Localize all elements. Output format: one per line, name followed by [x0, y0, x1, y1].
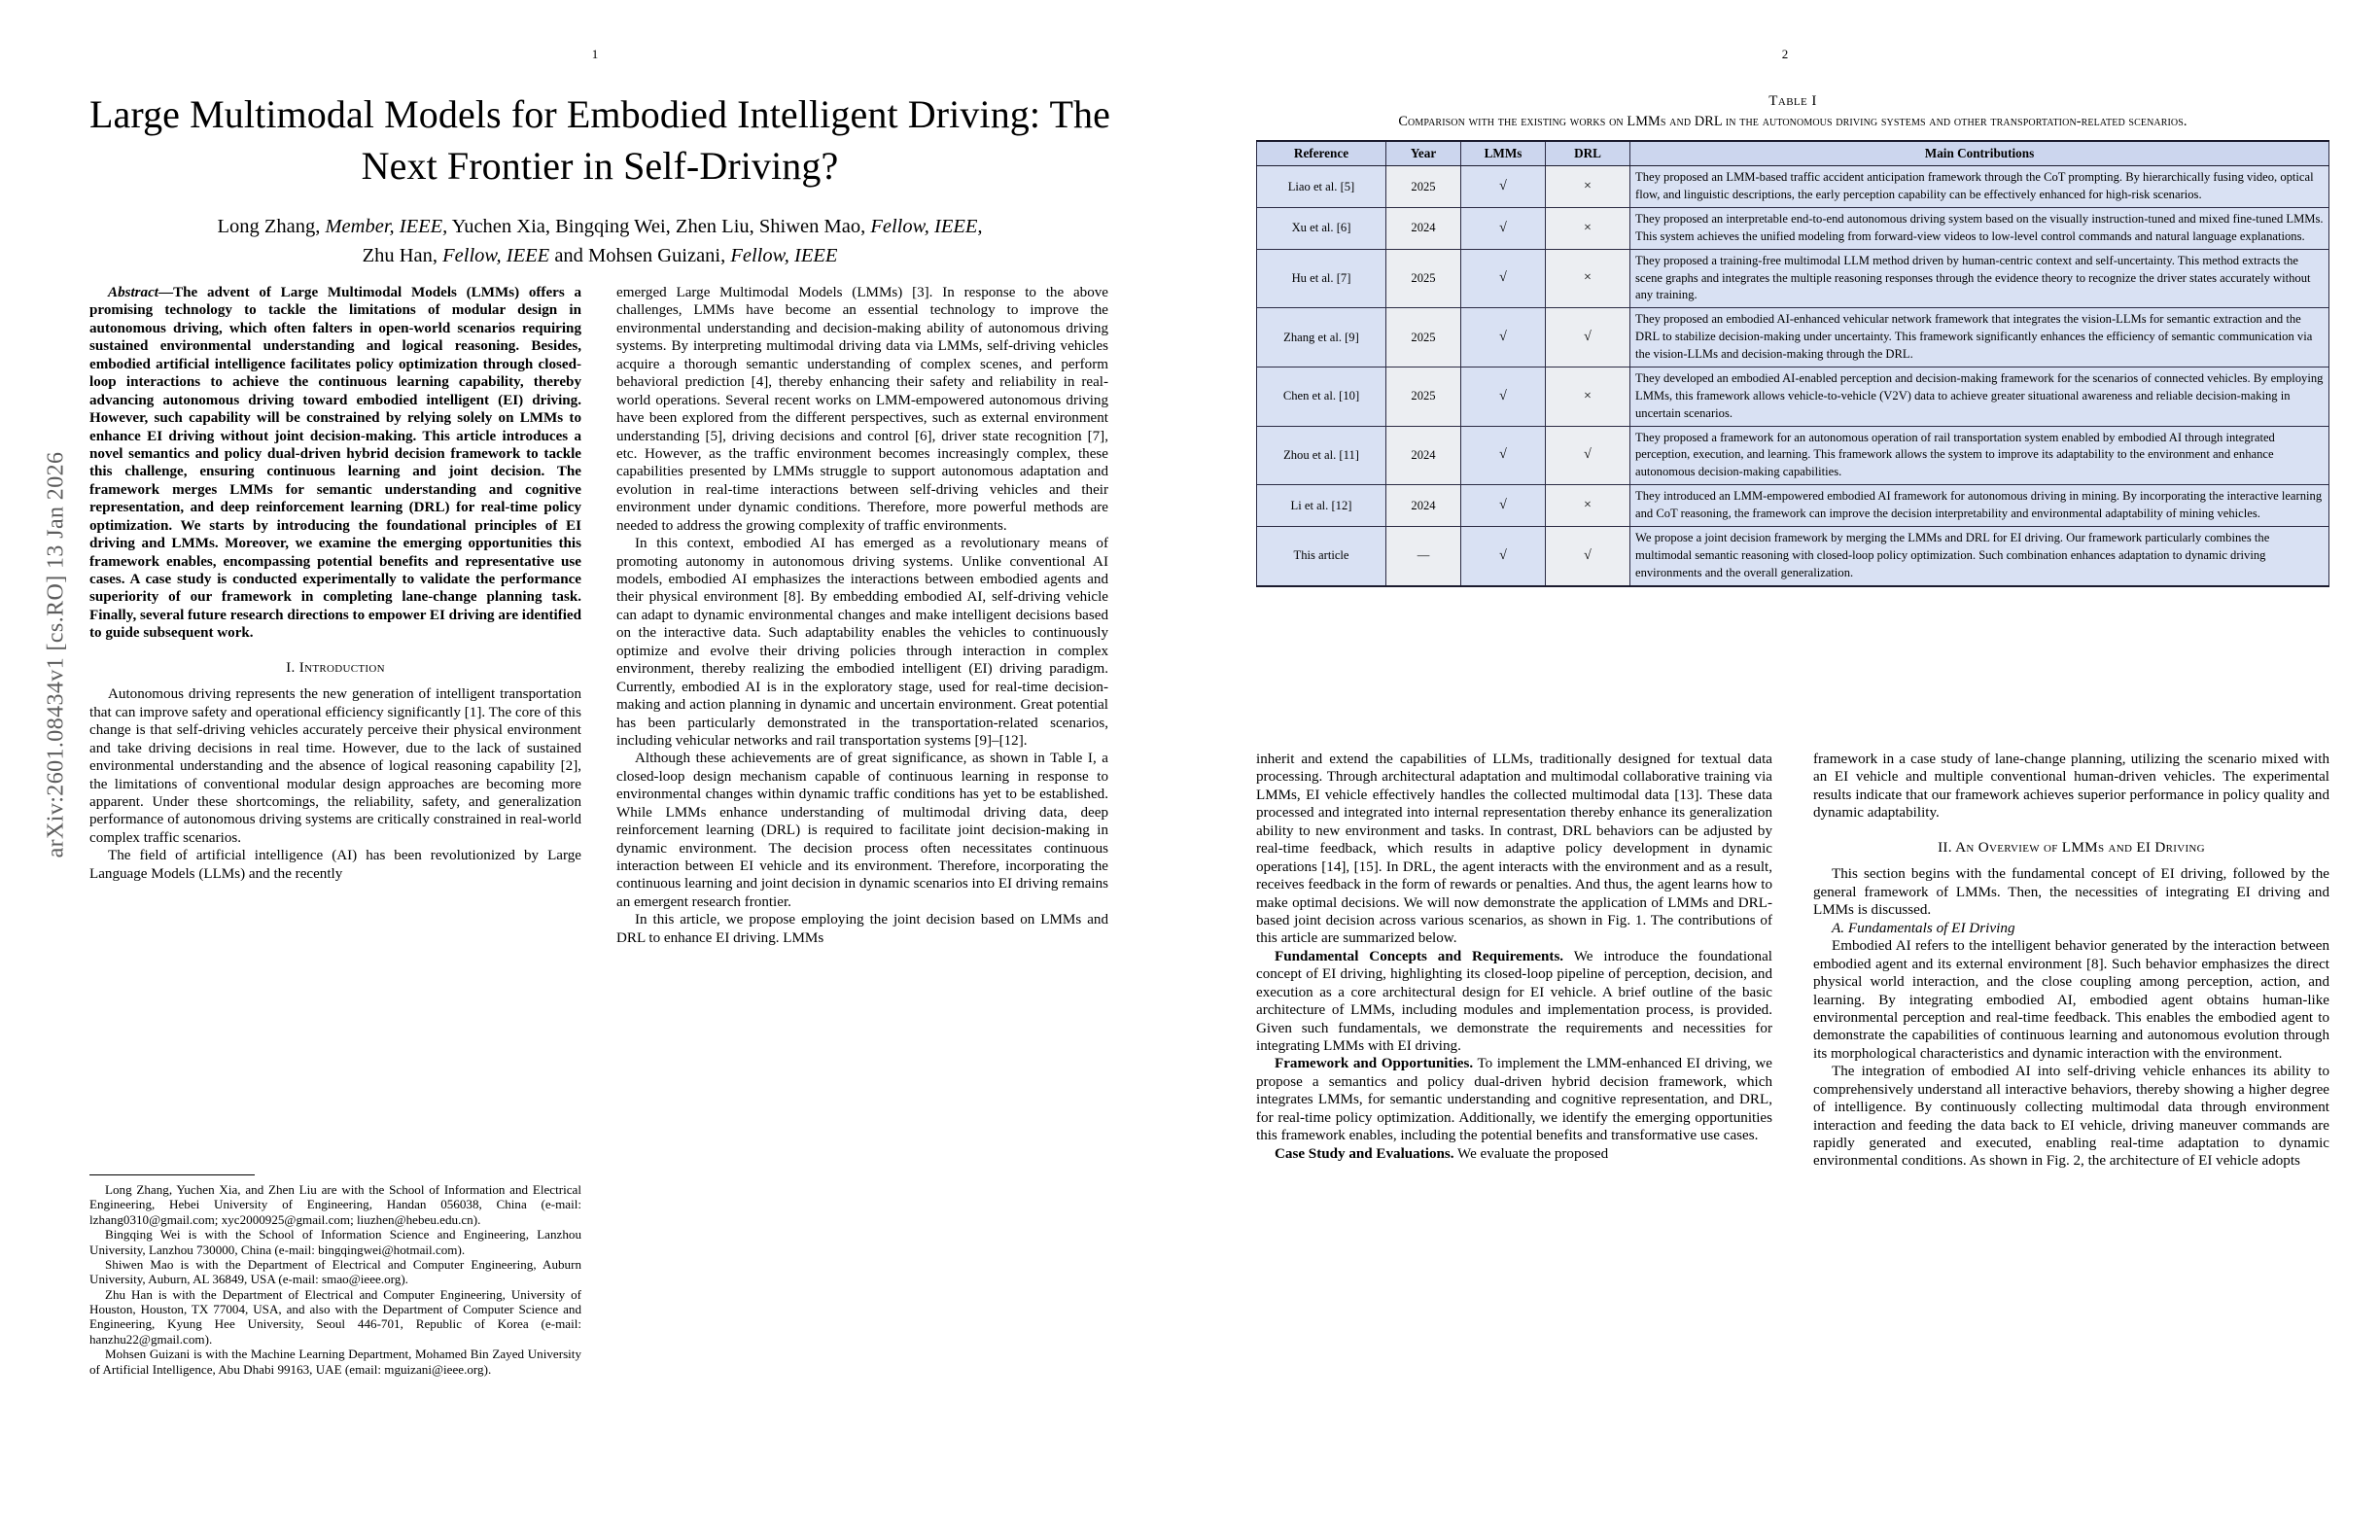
- table-row: [1257, 367, 2329, 426]
- section-heading-overview: II. An Overview of LMMs and EI Driving: [1938, 838, 2205, 856]
- contribution-heading-1: Fundamental Concepts and Requirements.: [1275, 948, 1564, 964]
- footnote-item: Long Zhang, Yuchen Xia, and Zhen Liu are with the School of Information and Electrical Engineering, Hebei University of Engineering, Handan 056038, China (e-mail: lzhang0310@gmail.com; xyc2000925@gmail.com; liuzhen@hebeu.edu.cn).: [89, 1182, 581, 1227]
- cell-reference: Zhou et al. [11]: [1257, 426, 1386, 485]
- table-row: [1257, 207, 2329, 249]
- table-number: Table I: [1768, 93, 1817, 109]
- p2-col2-paragraph-3: Embodied AI refers to the intelligent behavior generated by the interaction between embodied agent and its external environment [8]. Such behavior emphasizes the direct physical world interaction, and the close coupling among perception, action, and learning. By integrating embodied AI, embodied agent obtains human-like environmental perception and real-time feedback. This enables the embodied agent to demonstrate the capabilities of continuous learning and autonomous evolution through its morphological characteristics and dynamic interaction with the environment.: [1813, 938, 2329, 1062]
- p2-col2-paragraph-1: framework in a case study of lane-change planning, utilizing the scenario mixed with an EI vehicle and multiple conventional human-driven vehicles. The experimental results indicate that our framework achieves superior performance in policy quality and dynamic adaptability.: [1813, 752, 2329, 822]
- cell-contribution: They developed an embodied AI-enabled perception and decision-making framework for the scenarios of connected vehicles. By employing LMMs, this framework allows vehicle-to-vehicle (V2V) data to achieve greater situational awareness and reliable decision-making in uncertain scenarios.: [1630, 367, 2329, 426]
- col2-paragraph-1: emerged Large Multimodal Models (LMMs) [3]. In response to the above challenges, LMMs have become an essential technology to improve the environmental understanding and decision-making ability of autonomous driving systems. By interpreting multimodal driving data via LMMs, self-driving vehicles acquire a thorough semantic understanding of complex scenes, and perform behavioral prediction [4], thereby enhancing their safety and reliability in real-world operations. Several recent works on LMM-empowered autonomous driving have been explored from the different perspectives, such as external environment understanding [5], driving decisions and control [6], driver state recognition [7], etc. However, as the traffic environment becomes increasingly complex, these capabilities presented by LMMs struggle to support autonomous adaptation and evolution in real-time interactions between self-driving vehicles and their environment under dynamic conditions. Therefore, more powerful methods are needed to address the growing complexity of traffic environments.: [616, 285, 1108, 534]
- section-heading-introduction: I. Introduction: [286, 658, 385, 676]
- author-names-d: and Mohsen Guizani,: [549, 245, 731, 267]
- page1-columns: [89, 284, 1108, 947]
- author-grade-c: Fellow, IEEE: [442, 245, 550, 267]
- page-2: [1190, 0, 2380, 1540]
- col2-paragraph-2: In this context, embodied AI has emerged as a revolutionary means of promoting autonomy in autonomous driving systems. Unlike conventional AI models, embodied AI emphasizes the interactions between embodied agents and their physical environment [8]. By embedding embodied AI, self-driving vehicle can adapt to dynamic environmental changes and make intelligent decisions based on the interactive data. Such adaptability enables the vehicles to continuously optimize and evolve their driving policies through interaction in complex environment, thereby realizing the embodied intelligent (EI) driving paradigm. Currently, embodied AI is in the exploratory stage, used for real-time decision-making and action planning in dynamic and uncertain environment. Great potential has been particularly demonstrated in the transportation-related scenarios, including vehicular networks and rail transportation systems [9]–[12].: [616, 536, 1108, 749]
- cell-year: 2025: [1386, 166, 1461, 208]
- cell-reference: Liao et al. [5]: [1257, 166, 1386, 208]
- cell-reference: Hu et al. [7]: [1257, 249, 1386, 308]
- subsection-heading-a: A. Fundamentals of EI Driving: [1832, 919, 2015, 936]
- author-line-2: [89, 241, 1110, 271]
- arxiv-stamp: arXiv:2601.08434v1 [cs.RO] 13 Jan 2026: [43, 451, 69, 858]
- cell-reference: Chen et al. [10]: [1257, 367, 1386, 426]
- cell-contribution: They proposed an LMM-based traffic accident anticipation framework through the CoT prompting. By hierarchically fusing video, optical flow, and linguistic descriptions, the early perception capability can be effectively enhanced for high-risk scenarios.: [1630, 166, 2329, 208]
- cell-lmms: √: [1461, 426, 1546, 485]
- contribution-heading-3: Case Study and Evaluations.: [1275, 1145, 1454, 1162]
- col2-paragraph-3: Although these achievements are of great significance, as shown in Table I, a closed-loop design mechanism capable of continuous learning in response to environmental changes within dynamic traffic conditions has yet to be established. While LMMs enhance understanding of multimodal driving data, deep reinforcement learning (DRL) is required to facilitate joint decision-making in dynamic environment. The decision process often necessitates continuous interaction between EI vehicle and its environment. Therefore, incorporating the continuous learning and joint decision in dynamic scenarios into EI driving remains an emergent research frontier.: [616, 751, 1108, 910]
- intro-paragraph-2: The field of artificial intelligence (AI) has been revolutionized by Large Language Models (LLMs) and the recently: [89, 848, 581, 882]
- abstract-dash: —: [158, 285, 174, 300]
- page1-column-right: [616, 284, 1108, 947]
- p2-col1-contribution-1: [1256, 948, 1772, 1056]
- p2-col1-paragraph-1: inherit and extend the capabilities of LLMs, traditionally designed for textual data processing. Through architectural adaptation and multimodal collaborative training via LMMs, EI vehicle effectively handles the collected multimodal data [13]. These data processed and integrated into internal representation thereby enhance its generalization ability to new environment and tasks. In contrast, DRL behaviors can be adjusted by real-time feedback, which results in adaptive policy development in dynamic operations [14], [15]. In DRL, the agent interacts with the environment and as a result, receives feedback in the form of rewards or penalties. And thus, the agent learns how to make optimal decisions. We will now demonstrate the application of LMMs and DRL-based joint decision across various scenarios, as shown in Fig. 1. The contributions of this article are summarized below.: [1256, 752, 1772, 947]
- cell-contribution: They proposed a training-free multimodal LLM method driven by human-centric context and self-uncertainty. This method extracts the scene graphs and integrates the multiple reasoning responses through the evidence theory to recognize the driver states accurately without any training.: [1630, 249, 2329, 308]
- column-header-year: Year: [1386, 141, 1461, 166]
- cell-lmms: √: [1461, 367, 1546, 426]
- p2-col1-contribution-3: [1256, 1145, 1772, 1163]
- p2-col1-contribution-2: [1256, 1055, 1772, 1144]
- cell-lmms: √: [1461, 526, 1546, 585]
- author-names-a: Long Zhang,: [217, 215, 326, 237]
- column-header-reference: Reference: [1257, 141, 1386, 166]
- author-line-1: [89, 212, 1110, 242]
- page2-column-right: [1813, 751, 2329, 1171]
- abstract-paragraph: [89, 284, 581, 643]
- table-body: [1257, 166, 2329, 586]
- cell-reference: Xu et al. [6]: [1257, 207, 1386, 249]
- cell-year: 2024: [1386, 426, 1461, 485]
- abstract-label: Abstract: [108, 285, 158, 300]
- cell-lmms: √: [1461, 166, 1546, 208]
- column-header-main-contributions: Main Contributions: [1630, 141, 2329, 166]
- comparison-table: [1256, 140, 2329, 586]
- footnote-item: Bingqing Wei is with the School of Information Science and Engineering, Lanzhou University, Lanzhou 730000, China (e-mail: bingqingwei@hotmail.com).: [89, 1227, 581, 1257]
- title-block: [89, 89, 1110, 271]
- author-names-c: Zhu Han,: [362, 245, 443, 267]
- contribution-text-3: We evaluate the proposed: [1453, 1145, 1609, 1162]
- author-grade-d: Fellow, IEEE: [730, 245, 838, 267]
- cell-contribution: They introduced an LMM-empowered embodied AI framework for autonomous driving in mining. By incorporating the interactive learning and CoT reasoning, the framework can improve the decision interpretability and environmental adaptability of mining vehicles.: [1630, 485, 2329, 527]
- column-header-lmms: LMMs: [1461, 141, 1546, 166]
- cell-drl: √: [1546, 308, 1630, 368]
- cell-year: 2024: [1386, 485, 1461, 527]
- footnote-item: Zhu Han is with the Department of Electrical and Computer Engineering, University of Houston, Houston, TX 77004, USA, and also with the Department of Computer Science and Engineering, Kyung Hee University, Seoul 446-701, Republic of Korea (e-mail: hanzhu22@gmail.com).: [89, 1286, 581, 1347]
- table-1-wrapper: [1256, 93, 2329, 587]
- footnote-block: [89, 1174, 581, 1377]
- cell-drl: ×: [1546, 367, 1630, 426]
- cell-lmms: √: [1461, 207, 1546, 249]
- p2-col2-paragraph-2: This section begins with the fundamental concept of EI driving, followed by the general framework of LMMs. Then, the necessities of integrating EI driving and LMMs is discussed.: [1813, 866, 2329, 919]
- col2-paragraph-4: In this article, we propose employing the joint decision based on LMMs and DRL to enhance EI driving. LMMs: [616, 912, 1108, 946]
- author-grade-a: Member, IEEE,: [325, 215, 448, 237]
- author-grade-b: Fellow, IEEE,: [870, 215, 983, 237]
- cell-year: 2024: [1386, 207, 1461, 249]
- table-row: [1257, 308, 2329, 368]
- cell-year: 2025: [1386, 249, 1461, 308]
- page-title: Large Multimodal Models for Embodied Intelligent Driving: The Next Frontier in Self-Driving?: [89, 92, 1110, 188]
- page2-column-left: [1256, 751, 1772, 1171]
- cell-year: —: [1386, 526, 1461, 585]
- cell-reference: Li et al. [12]: [1257, 485, 1386, 527]
- contribution-text-2: To implement the LMM-enhanced EI driving, we propose a semantics and policy dual-driven hybrid decision framework, which integrates LMMs, for semantic understanding and cognitive representation, and DRL, for real-time policy optimization. Additionally, we identify the emerging opportunities this framework enables, including the potential benefits and transformative use cases.: [1256, 1056, 1773, 1144]
- footnote-item: Mohsen Guizani is with the Machine Learning Department, Mohamed Bin Zayed University of Artificial Intelligence, Abu Dhabi 99163, UAE (email: mguizani@ieee.org).: [89, 1347, 581, 1377]
- cell-contribution: They proposed a framework for an autonomous operation of rail transportation system enabled by embodied AI through integrated perception, execution, and learning. This framework allows the system to improve its adaptability to the environment and enhance autonomous decision-making capabilities.: [1630, 426, 2329, 485]
- table-header-row: [1257, 141, 2329, 166]
- p2-col2-paragraph-4: The integration of embodied AI into self-driving vehicle enhances its ability to comprehensively understand all interactive behaviors, thereby showing a higher degree of intelligence. By continuously collecting multimodal data through environment interaction and feeding the data back to EI vehicle, driving maneuver commands are rapidly generated and executed, enabling real-time adaptation to dynamic environmental conditions. As shown in Fig. 2, the architecture of EI vehicle adopts: [1813, 1064, 2329, 1170]
- contribution-heading-2: Framework and Opportunities.: [1275, 1056, 1474, 1072]
- cell-drl: ×: [1546, 207, 1630, 249]
- cell-lmms: √: [1461, 308, 1546, 368]
- cell-drl: ×: [1546, 249, 1630, 308]
- contribution-text-1: We introduce the foundational concept of EI driving, highlighting its closed-loop pipeline of perception, decision, and execution as a core architectural design for EI vehicle. A brief outline of the basic architecture of LMMs, including modules and implementation process, is provided. Given such fundamentals, we demonstrate the requirements and necessities for integrating LMMs with EI driving.: [1256, 948, 1772, 1054]
- abstract-text: The advent of Large Multimodal Models (LMMs) offers a promising technology to tackle the limitations of modular design in autonomous driving, which often falters in open-world scenarios requiring sustained environmental understanding and logical reasoning. Besides, embodied artificial intelligence facilitates policy optimization through closed-loop interactions to achieve the continuous learning capability, thereby advancing autonomous driving toward embodied intelligent (EI) driving. However, such capability will be constrained by relying solely on LMMs to enhance EI driving without joint decision-making. This article introduces a novel semantics and policy dual-driven hybrid decision framework to tackle this challenge, ensuring continuous learning and joint decision. The framework merges LMMs for semantic understanding and cognitive representation, and deep reinforcement learning (DRL) for real-time policy optimization. We starts by introducing the foundational principles of EI driving and LMMs. Moreover, we examine the emerging opportunities this framework enables, encompassing potential benefits and representative use cases. A case study is conducted experimentally to validate the performance superiority of our framework in completing lane-change planning task. Finally, several future research directions to empower EI driving are identified to guide subsequent work.: [89, 285, 582, 642]
- page2-columns: [1256, 751, 2329, 1171]
- table-row: [1257, 249, 2329, 308]
- column-header-drl: DRL: [1546, 141, 1630, 166]
- footnote-item: Shiwen Mao is with the Department of Electrical and Computer Engineering, Auburn University, Auburn, AL 36849, USA (e-mail: smao@ieee.org).: [89, 1256, 581, 1287]
- table-row: [1257, 485, 2329, 527]
- cell-year: 2025: [1386, 308, 1461, 368]
- cell-lmms: √: [1461, 485, 1546, 527]
- cell-drl: ×: [1546, 166, 1630, 208]
- table-caption: Comparison with the existing works on LMMs and DRL in the autonomous driving systems and other transportation-related scenarios.: [1398, 114, 2188, 129]
- table-header: [1257, 141, 2329, 166]
- cell-year: 2025: [1386, 367, 1461, 426]
- cell-drl: √: [1546, 526, 1630, 585]
- cell-contribution: They proposed an embodied AI-enhanced vehicular network framework that integrates the vision-LLMs for semantic extraction and the DRL to stabilize decision-making under uncertainty. This framework significantly enhances the efficiency of semantic communication via the vision-LLMs and decision-making through the DRL.: [1630, 308, 2329, 368]
- intro-paragraph-1: Autonomous driving represents the new generation of intelligent transportation that can improve safety and operational efficiency significantly [1]. The core of this change is that self-driving vehicles accurately perceive their physical environment and take driving decisions in real time. However, due to the lack of sustained environmental understanding and the absence of logical reasoning capability [2], the limitations of conventional modular design approaches are becoming more apparent. Under these shortcomings, the reliability, safety, and generalization performance of autonomous driving systems are critically constrained in real-world complex traffic scenarios.: [89, 686, 581, 846]
- table-row: [1257, 166, 2329, 208]
- page1-column-left: [89, 284, 581, 947]
- cell-drl: √: [1546, 426, 1630, 485]
- table-row: [1257, 426, 2329, 485]
- page-number-1: 1: [591, 47, 599, 61]
- table-row: [1257, 526, 2329, 585]
- cell-reference: This article: [1257, 526, 1386, 585]
- cell-drl: ×: [1546, 485, 1630, 527]
- cell-lmms: √: [1461, 249, 1546, 308]
- cell-contribution: We propose a joint decision framework by merging the LMMs and DRL for EI driving. Our framework particularly combines the multimodal semantic reasoning with closed-loop policy optimization. Such combination enhances adaptation to dynamic driving environments and the overall generalization.: [1630, 526, 2329, 585]
- author-names-b: Yuchen Xia, Bingqing Wei, Zhen Liu, Shiwen Mao,: [447, 215, 871, 237]
- page-number-2: 2: [1781, 47, 1789, 61]
- cell-contribution: They proposed an interpretable end-to-end autonomous driving system based on the visually instruction-tuned and mixed fine-tuned LMMs. This system achieves the unified modeling from forward-view videos to low-level control commands and natural language explanations.: [1630, 207, 2329, 249]
- cell-reference: Zhang et al. [9]: [1257, 308, 1386, 368]
- author-list: [89, 212, 1110, 272]
